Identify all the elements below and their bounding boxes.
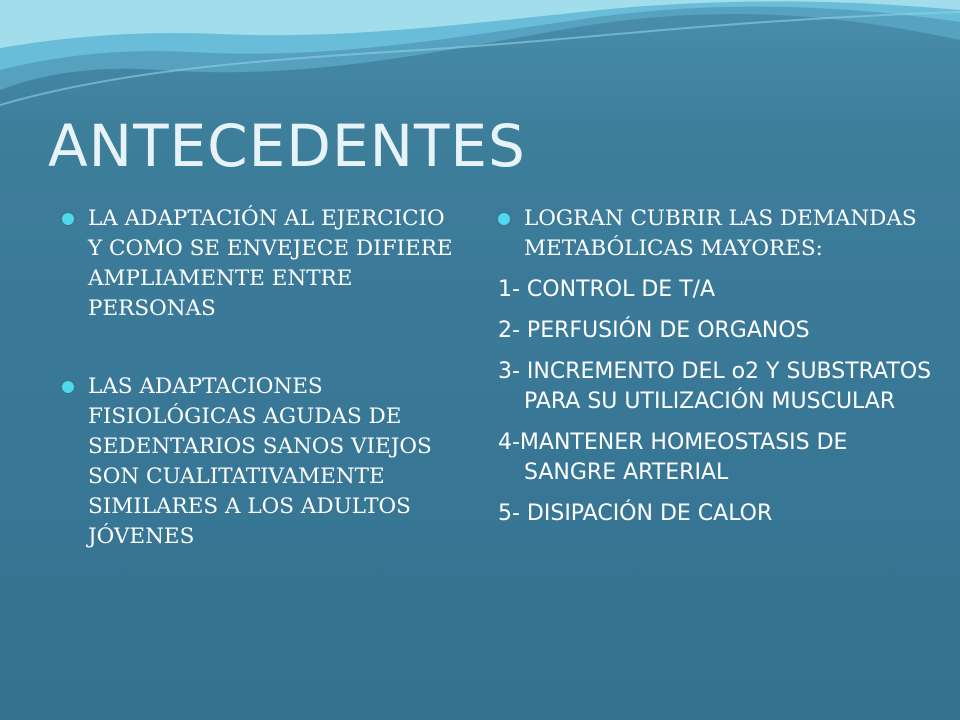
list-item: 5- DISIPACIÓN DE CALOR	[498, 501, 773, 526]
left-bullet-2	[62, 372, 462, 552]
list-item: 1- CONTROL DE T/A	[498, 277, 716, 302]
list-item: 2- PERFUSIÓN DE ORGANOS	[498, 318, 810, 343]
bullet-dot-icon	[62, 213, 74, 225]
decorative-waves	[0, 0, 960, 130]
right-column	[498, 204, 938, 529]
list-item: 4-MANTENER HOMEOSTASIS DE SANGRE ARTERIAL	[498, 430, 848, 485]
left-column	[62, 204, 462, 552]
right-bullet	[498, 204, 938, 264]
list-item: 3- INCREMENTO DEL o2 Y SUBSTRATOS PARA SU UTILIZACIÓN MUSCULAR	[498, 359, 932, 414]
left-bullet-1-text: LA ADAPTACIÓN AL EJERCICIO Y COMO SE ENVEJECE DIFIERE AMPLIAMENTE ENTRE PERSONAS	[88, 206, 453, 321]
bullet-dot-icon	[498, 213, 510, 225]
bullet-dot-icon	[62, 381, 74, 393]
left-bullet-1	[62, 204, 462, 324]
slide-title: ANTECEDENTES	[48, 112, 526, 180]
right-bullet-text: LOGRAN CUBRIR LAS DEMANDAS METABÓLICAS MAYORES:	[524, 206, 917, 261]
left-bullet-2-text: LAS ADAPTACIONES FISIOLÓGICAS AGUDAS DE SEDENTARIOS SANOS VIEJOS SON CUALITATIVAMENTE SIMILARES A LOS ADULTOS JÓVENES	[88, 374, 432, 549]
